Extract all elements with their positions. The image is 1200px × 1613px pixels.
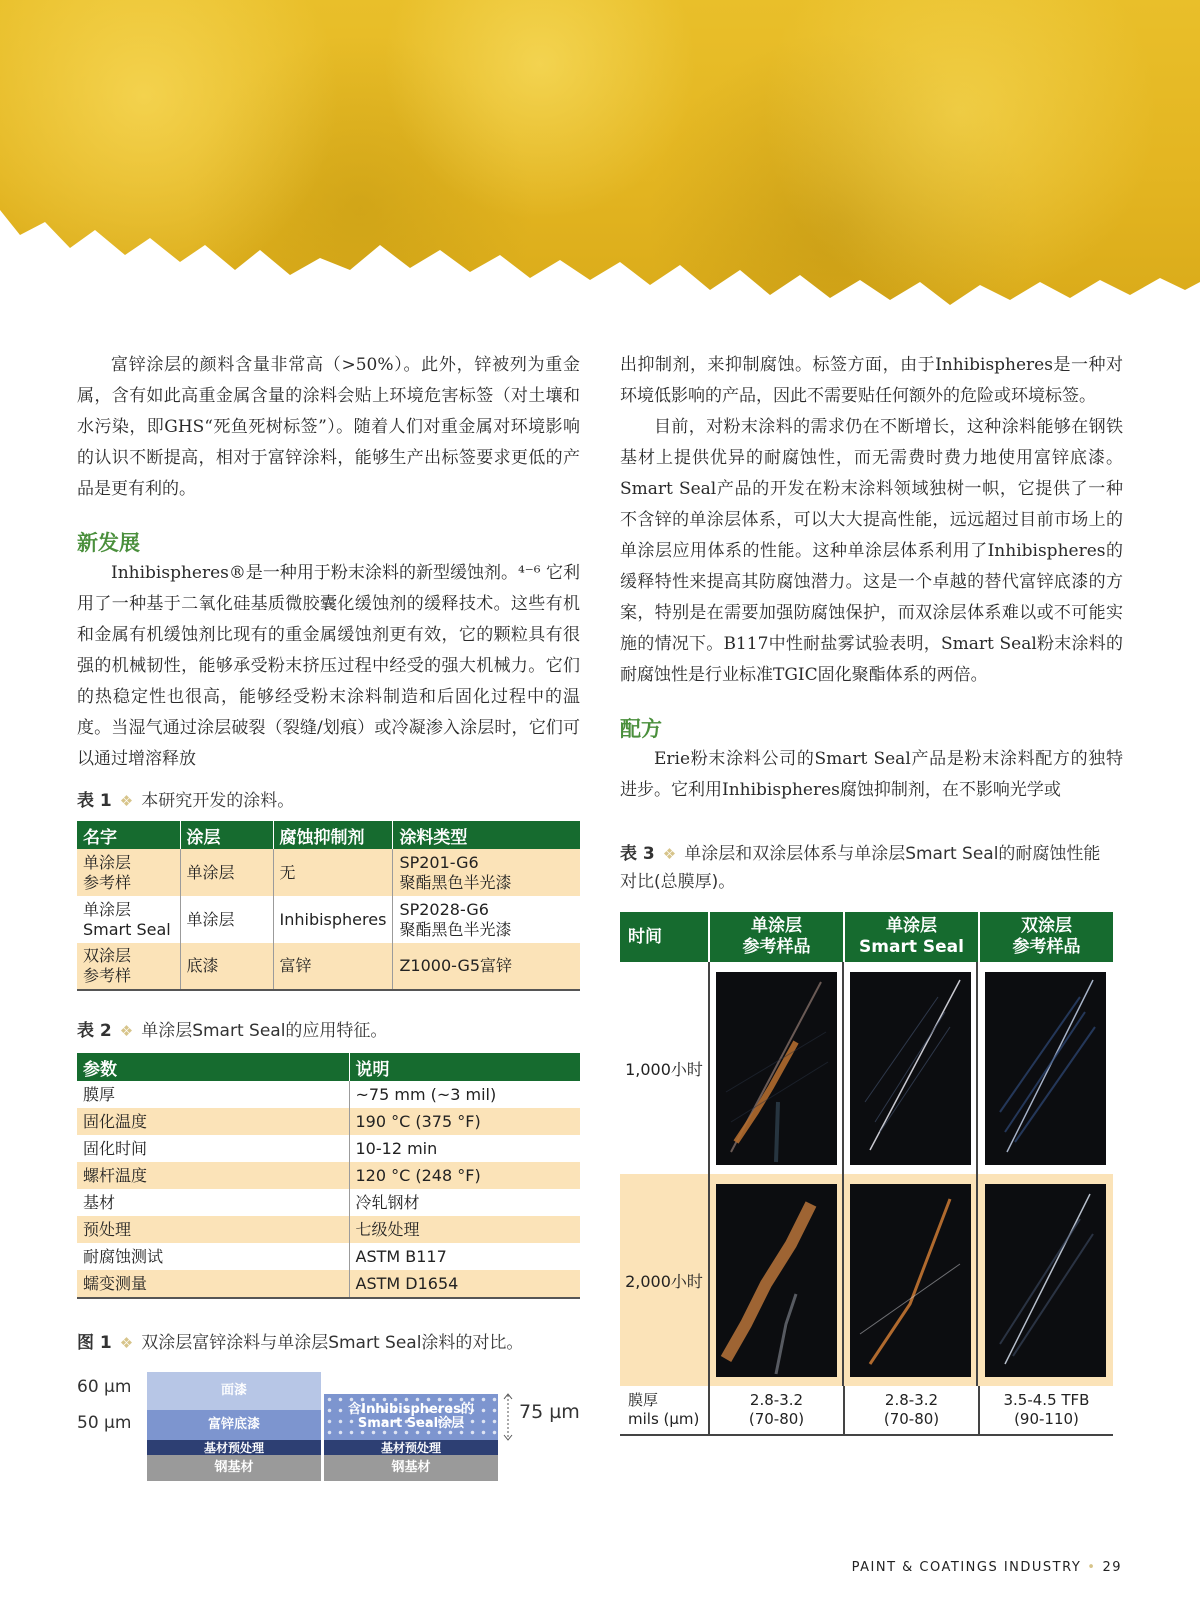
table1-header-row xyxy=(77,821,580,849)
table3-header: 双涂层 参考样品 xyxy=(1012,916,1081,957)
table1-caption xyxy=(77,787,580,815)
panel-photo xyxy=(985,972,1106,1165)
section-heading: 配方 xyxy=(620,717,662,741)
diamond-icon: ❖ xyxy=(119,1334,134,1352)
table1-label: 表 1 xyxy=(77,791,112,811)
banner-image xyxy=(0,0,1200,320)
table2-label: 表 2 xyxy=(77,1021,112,1041)
table3-caption xyxy=(620,840,1113,896)
table3-label: 表 3 xyxy=(620,844,655,864)
table3-footer-row xyxy=(620,1386,1113,1436)
table-cell: 单涂层 xyxy=(180,849,273,896)
table-cell: 底漆 xyxy=(180,943,273,990)
table3-header: 时间 xyxy=(620,912,710,962)
photo-cell xyxy=(710,1174,844,1386)
photo-cell xyxy=(710,962,844,1174)
table-cell: 10-12 min xyxy=(355,1139,438,1158)
body-paragraph: 富锌涂层的颜料含量非常高（>50%）。此外，锌被列为重金属，含有如此高重金属含量的涂料会贴上环境危害标签（对土壤和水污染，即GHS“死鱼死树标签”）。随着人们对重金属对环境影响的认识不断提高，相对于富锌涂料，能够生产出标签要求更低的产品是更有利的。 xyxy=(77,355,580,499)
scribe-line xyxy=(716,972,837,1165)
smart-seal-layer: 含Inhibispheres的 Smart Seal涂层 xyxy=(324,1394,498,1440)
thickness-bracket xyxy=(502,1393,514,1443)
table-cell: Inhibispheres xyxy=(273,896,393,943)
table-cell: 单涂层 参考样 xyxy=(77,849,180,896)
time-label: 1,000小时 xyxy=(620,962,710,1174)
table-row xyxy=(77,1216,580,1243)
table-row xyxy=(77,896,580,943)
table-cell: 螺杆温度 xyxy=(77,1162,349,1189)
axis-label-75: 75 µm xyxy=(519,1401,580,1423)
topcoat-layer: 面漆 xyxy=(147,1372,321,1410)
photo-cell xyxy=(978,1174,1112,1386)
diamond-icon: ❖ xyxy=(119,1022,134,1040)
table-cell: 预处理 xyxy=(77,1216,349,1243)
banner-edge xyxy=(0,0,1200,320)
table-cell: 七级处理 xyxy=(349,1216,580,1243)
scribe-line xyxy=(985,972,1106,1165)
table-cell: SP2028-G6 聚酯黑色半光漆 xyxy=(399,899,512,939)
scribe-line xyxy=(985,1184,1106,1377)
table-cell: 120 °C (248 °F) xyxy=(349,1162,580,1189)
table-row xyxy=(77,849,580,896)
body-paragraph: 出抑制剂，来抑制腐蚀。标签方面，由于Inhibispheres是一种对环境低影响的产品，因此不需要贴任何额外的危险或环境标签。 xyxy=(620,355,1123,406)
photo-cell xyxy=(844,1174,978,1386)
table-cell: 无 xyxy=(273,849,393,896)
table-cell: 基材 xyxy=(77,1189,349,1216)
body-paragraph: 目前，对粉末涂料的需求仍在不断增长，这种涂料能够在钢铁基材上提供优异的耐腐蚀性，而无需费时费力地使用富锌底漆。Smart Seal产品的开发在粉末涂料领域独树一帜，它提供了一种不含锌的单涂层体系，可以大大提高性能，远远超过目前市场上的单涂层应用体系的性能。这种单涂层体系利用了Inhibispheres的缓释特性来提高其防腐蚀潜力。这是一个卓越的替代富锌底漆的方案，特别是在需要加强防腐蚀保护，而双涂层体系难以或不可能实施的情况下。B117中性耐盐雾试验表明，Smart Seal粉末涂料的耐腐蚀性是行业标准TGIC固化聚酯体系的两倍。 xyxy=(620,417,1123,685)
table-cell: 单涂层 xyxy=(180,896,273,943)
pretreatment-layer: 基材预处理 xyxy=(147,1440,321,1455)
table-row xyxy=(77,1108,580,1135)
time-label: 2,000小时 xyxy=(620,1174,710,1386)
steel-substrate-layer: 钢基材 xyxy=(147,1455,321,1481)
table-row xyxy=(77,1243,580,1270)
table-cell: 耐腐蚀测试 xyxy=(77,1243,349,1270)
zinc-primer-layer: 富锌底漆 xyxy=(147,1410,321,1440)
pretreatment-layer: 基材预处理 xyxy=(324,1440,498,1455)
table-cell: 双涂层 参考样 xyxy=(77,943,180,990)
panel-photo xyxy=(850,1184,971,1377)
photo-cell xyxy=(844,962,978,1174)
table3 xyxy=(620,912,1113,1436)
axis-label-50: 50 µm xyxy=(77,1413,132,1433)
table1-header: 腐蚀抑制剂 xyxy=(273,821,393,849)
right-column xyxy=(620,350,1123,1436)
table2-header: 参数 xyxy=(77,1053,349,1081)
table-cell: Z1000-G5富锌 xyxy=(393,943,580,990)
table-row xyxy=(77,1081,580,1108)
panel-photo xyxy=(985,1184,1106,1377)
section-heading: 新发展 xyxy=(77,531,140,555)
table-cell: SP201-G6 聚酯黑色半光漆 xyxy=(393,849,580,896)
photo-cell xyxy=(978,962,1112,1174)
figure1-caption-text: 双涂层富锌涂料与单涂层Smart Seal涂料的对比。 xyxy=(141,1333,524,1353)
table2-caption-text: 单涂层Smart Seal的应用特征。 xyxy=(141,1021,388,1041)
table2-header-row xyxy=(77,1053,580,1081)
scribe-line xyxy=(716,1184,837,1377)
table-cell: 固化温度 xyxy=(77,1108,349,1135)
body-paragraph: Erie粉末涂料公司的Smart Seal产品是粉末涂料配方的独特进步。它利用Inhibispheres腐蚀抑制剂，在不影响光学或 xyxy=(620,749,1123,800)
table3-footer-cell: 2.8-3.2 (70-80) xyxy=(710,1386,845,1434)
table-cell: 190 °C (375 °F) xyxy=(349,1108,580,1135)
table-cell: 冷轧钢材 xyxy=(355,1193,420,1212)
left-column xyxy=(77,350,580,1484)
film-thickness-label: 膜厚 mils (µm) xyxy=(620,1386,710,1434)
scribe-line xyxy=(850,1184,971,1377)
axis-label-60: 60 µm xyxy=(77,1377,132,1397)
table-cell: ~75 mm (~3 mil) xyxy=(355,1085,497,1104)
table-row xyxy=(77,1162,580,1189)
table-row xyxy=(77,1189,580,1216)
figure1-caption xyxy=(77,1329,580,1357)
table-cell: 富锌 xyxy=(273,943,393,990)
table2-header: 说明 xyxy=(349,1053,580,1081)
table-row xyxy=(77,1135,580,1162)
diamond-icon: ❖ xyxy=(119,792,134,810)
table-cell: ASTM B117 xyxy=(355,1247,447,1266)
table3-row xyxy=(620,1174,1113,1386)
panel-photo xyxy=(716,972,837,1165)
table3-header: 单涂层 Smart Seal xyxy=(845,912,980,962)
table-cell: 蠕变测量 xyxy=(77,1270,349,1298)
table2-caption xyxy=(77,1017,580,1045)
table2 xyxy=(77,1053,580,1299)
table1 xyxy=(77,821,580,991)
body-paragraph: Inhibispheres®是一种用于粉末涂料的新型缓蚀剂。⁴⁻⁶ 它利用了一种基于二氧化硅基质微胶囊化缓蚀剂的缓释技术。这些有机和金属有机缓蚀剂比现有的重金属缓蚀剂更有效，它的颗粒具有很强的机械韧性，能够承受粉末挤压过程中经受的强大机械力。它们的热稳定性也很高，能够经受粉末涂料制造和后固化过程中的温度。当湿气通过涂层破裂（裂缝/划痕）或冷凝渗入涂层时，它们可以通过增溶释放 xyxy=(77,563,580,769)
page-number: 29 xyxy=(1102,1560,1122,1575)
table3-caption-text: 单涂层和双涂层体系与单涂层Smart Seal的耐腐蚀性能对比(总膜厚)。 xyxy=(620,844,1101,892)
panel-photo xyxy=(716,1184,837,1377)
diamond-icon: ❖ xyxy=(662,845,677,863)
panel-photo xyxy=(850,972,971,1165)
page-footer xyxy=(852,1560,1122,1575)
table3-header-row xyxy=(620,912,1113,962)
separator-dot: • xyxy=(1087,1560,1097,1575)
table3-header: 单涂层 参考样品 xyxy=(710,912,845,962)
table1-caption-text: 本研究开发的涂料。 xyxy=(141,791,295,811)
table3-row xyxy=(620,962,1113,1174)
scribe-line xyxy=(850,972,971,1165)
figure1-label: 图 1 xyxy=(77,1333,112,1353)
table-cell: ASTM D1654 xyxy=(349,1270,580,1298)
table1-header: 涂料类型 xyxy=(393,821,580,849)
table-cell: 膜厚 xyxy=(77,1081,349,1108)
table1-header: 涂层 xyxy=(180,821,273,849)
table3-footer-cell: 3.5-4.5 TFB (90-110) xyxy=(1003,1391,1090,1428)
table-cell: 固化时间 xyxy=(77,1135,349,1162)
table1-header: 名字 xyxy=(77,821,180,849)
figure1-diagram xyxy=(77,1369,580,1484)
table-row xyxy=(77,1270,580,1298)
table-row xyxy=(77,943,580,990)
table-cell: 单涂层 Smart Seal xyxy=(77,896,180,943)
journal-name: PAINT & COATINGS INDUSTRY xyxy=(851,1560,1082,1575)
table3-footer-cell: 2.8-3.2 (70-80) xyxy=(845,1386,980,1434)
steel-substrate-layer: 钢基材 xyxy=(324,1455,498,1481)
